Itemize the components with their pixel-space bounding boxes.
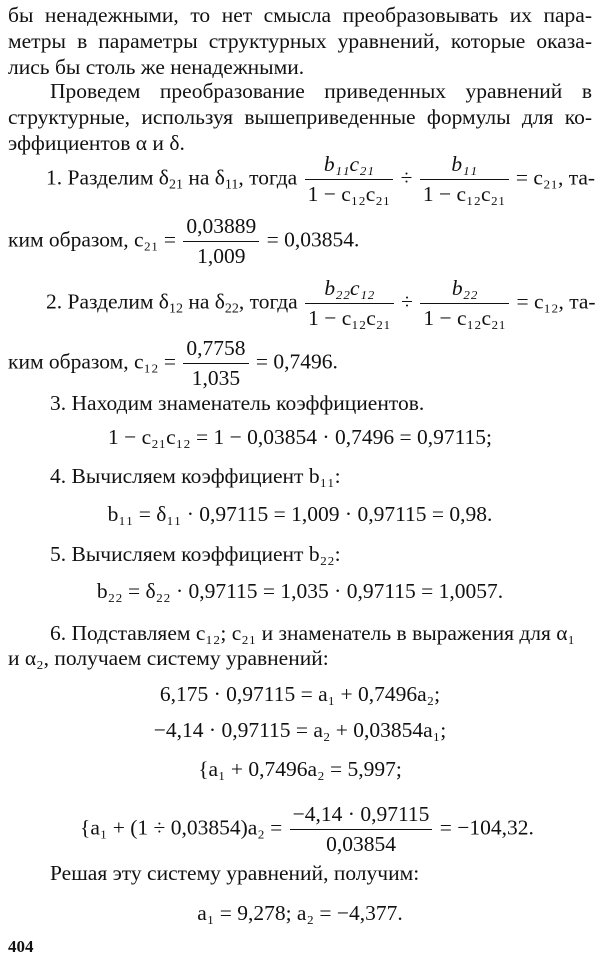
- paragraph-2-line-1: Проведем преобразование приведенных уравнений в: [50, 79, 592, 103]
- step-1-fraction-1: [305, 154, 394, 205]
- step-5-title: 5. Вычисляем коэффициент b₂₂:: [50, 542, 341, 566]
- step-1-result-value: = 0,03854.: [266, 227, 360, 252]
- step-1-row: [46, 154, 595, 205]
- final-result: a₁ = 9,278; a₂ = −4,377.: [197, 901, 403, 925]
- step-1-divide: ÷: [400, 165, 413, 190]
- step-1-result-fraction: [183, 216, 259, 267]
- step-4-title: 4. Вычисляем коэффициент b₁₁:: [50, 464, 341, 488]
- system-eq-4-den: 0,03854: [326, 831, 396, 856]
- step-1-num-1: b₁₁c₂₁: [323, 152, 375, 176]
- step-2-lead: 2. Разделим δ: [46, 289, 169, 314]
- step-2-fraction-2: [420, 278, 509, 329]
- step-2-result-row: [8, 338, 338, 389]
- step-1-sub-2: 11: [224, 177, 239, 193]
- step-6-title: 6. Подставляем c₁₂; c₂₁ и знаменатель в выражения для α₁: [50, 621, 576, 645]
- step-2-den-2: 1 − c₁₂c₂₁: [423, 305, 507, 330]
- step-2-sub-1: 12: [168, 301, 183, 317]
- step-2-row: [46, 278, 596, 329]
- step-2-den-1: 1 − c₁₂c₂₁: [308, 305, 391, 330]
- step-1-result-lead: ким образом, c₂₁ =: [8, 227, 177, 252]
- system-eq-4-num: −4,14 · 0,97115: [290, 804, 433, 830]
- step-2-then: , тогда: [238, 289, 298, 314]
- paragraph-2-line-2: структурные, используя вышеприведенные формулы для ко-: [8, 105, 592, 129]
- step-2-fraction-1: [305, 278, 394, 329]
- paragraph-1-line-1: бы ненадежными, то нет смысла преобразовывать их пара-: [8, 3, 592, 27]
- step-1-result-num: 0,03889: [183, 216, 259, 242]
- paragraph-1-line-3: лись бы столь же ненадежными.: [8, 55, 305, 79]
- step-1-result-den: 1,009: [197, 243, 246, 268]
- system-eq-1: 6,175 · 0,97115 = a₁ + 0,7496a₂;: [159, 682, 441, 706]
- step-1-lead: 1. Разделим δ: [46, 165, 169, 190]
- step-6-title-2: и α₂, получаем систему уравнений:: [8, 646, 329, 670]
- system-eq-2: −4,14 · 0,97115 = a₂ + 0,03854a₁;: [153, 718, 447, 742]
- page-number: 404: [8, 937, 34, 956]
- step-1-then: , тогда: [238, 165, 298, 190]
- step-2-mid: на δ: [182, 289, 225, 314]
- step-5-formula: b₂₂ = δ₂₂ · 0,97115 = 1,035 · 0,97115 = 1,0057.: [96, 579, 504, 603]
- step-3-formula: 1 − c₂₁c₁₂ = 1 − 0,03854 · 0,7496 = 0,97115;: [107, 425, 493, 449]
- step-2-sub-2: 22: [224, 301, 239, 317]
- step-1-sub-1: 21: [168, 177, 183, 193]
- system-eq-4-value: = −104,32.: [439, 815, 534, 840]
- step-2-num-2: b₂₂: [451, 276, 478, 300]
- step-2-divide: ÷: [401, 289, 413, 314]
- system-eq-4-lead: {a₁ + (1 ÷ 0,03854)a₂ =: [80, 815, 283, 840]
- system-eq-3: {a₁ + 0,7496a₂ = 5,997;: [198, 757, 402, 781]
- step-2-result-den: 1,035: [191, 365, 241, 390]
- system-eq-4: [80, 804, 534, 855]
- step-1-fraction-2: [420, 154, 509, 205]
- step-1-num-2: b₁₁: [451, 152, 478, 176]
- step-2-eq: = c₁₂, та-: [516, 289, 596, 314]
- step-1-mid: на δ: [182, 165, 225, 190]
- paragraph-1-line-2: метры в параметры структурных уравнений, которые оказа-: [8, 29, 592, 53]
- step-2-result-lead: ким образом, c₁₂ =: [8, 349, 177, 374]
- step-4-formula: b₁₁ = δ₁₁ · 0,97115 = 1,009 · 0,97115 = 0,98.: [107, 502, 493, 526]
- step-1-den-1: 1 − c₁₂c₂₁: [307, 181, 391, 206]
- system-eq-4-fraction: [290, 804, 433, 855]
- conclusion-text: Решая эту систему уравнений, получим:: [50, 861, 420, 885]
- step-1-den-2: 1 − c₁₂c₂₁: [422, 181, 506, 206]
- step-2-num-1: b₂₂c₁₂: [324, 276, 375, 300]
- step-1-result-row: [8, 216, 359, 267]
- step-2-result-num: 0,7758: [183, 338, 248, 364]
- step-2-result-value: = 0,7496.: [255, 349, 338, 374]
- paragraph-2-line-3: эффициентов α и δ.: [8, 131, 185, 155]
- step-2-result-fraction: [183, 338, 248, 389]
- step-1-eq: = c₂₁, та-: [515, 165, 596, 190]
- step-3-title: 3. Находим знаменатель коэффициентов.: [50, 391, 425, 415]
